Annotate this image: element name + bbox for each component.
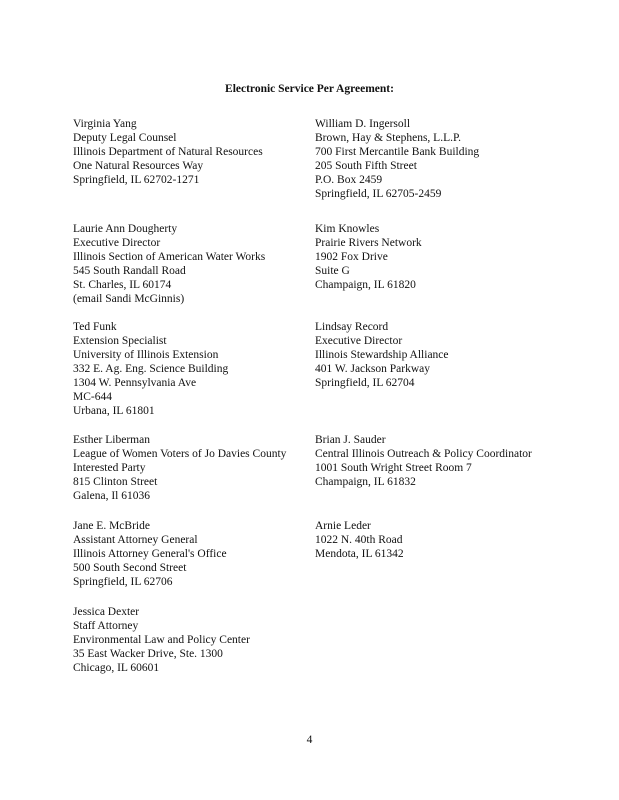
address-line: Lindsay Record	[315, 321, 389, 333]
service-heading: Electronic Service Per Agreement:	[225, 83, 394, 95]
service-entry	[315, 117, 573, 201]
service-entry	[315, 320, 573, 390]
service-entry	[73, 519, 315, 589]
service-entry	[315, 519, 573, 561]
service-entry	[315, 222, 573, 292]
address-line: Kim Knowles	[315, 223, 380, 235]
address-line: 1022 N. 40th Road	[315, 534, 403, 546]
address-line: MC-644	[73, 391, 112, 403]
service-entry	[73, 222, 315, 306]
address-line: Galena, Il 61036	[73, 490, 150, 502]
address-line: St. Charles, IL 60174	[73, 279, 172, 291]
address-line: Springfield, IL 62704	[315, 377, 415, 389]
address-line: (email Sandi McGinnis)	[73, 293, 185, 305]
address-line: 500 South Second Street	[73, 562, 187, 574]
address-line: 205 South Fifth Street	[315, 160, 417, 172]
service-list	[73, 117, 573, 685]
service-entry	[73, 117, 315, 187]
service-row	[73, 605, 573, 685]
address-line: Ted Funk	[73, 321, 117, 333]
address-line: William D. Ingersoll	[315, 118, 411, 130]
service-row	[73, 117, 573, 222]
address-line: Springfield, IL 62702-1271	[73, 174, 200, 186]
service-row	[73, 320, 573, 433]
address-line: Illinois Department of Natural Resources	[73, 146, 263, 158]
address-line: University of Illinois Extension	[73, 349, 219, 361]
address-line: Virginia Yang	[73, 118, 137, 130]
address-line: 815 Clinton Street	[73, 476, 158, 488]
address-line: Springfield, IL 62705-2459	[315, 188, 442, 200]
address-line: Prairie Rivers Network	[315, 237, 422, 249]
service-row	[73, 519, 573, 605]
address-line: Central Illinois Outreach & Policy Coordinator	[315, 448, 532, 460]
address-line: Urbana, IL 61801	[73, 405, 155, 417]
address-line: Extension Specialist	[73, 335, 167, 347]
address-line: Illinois Attorney General's Office	[73, 548, 227, 560]
address-line: Jessica Dexter	[73, 606, 140, 618]
address-line: Brian J. Sauder	[315, 434, 386, 446]
address-line: Mendota, IL 61342	[315, 548, 404, 560]
address-line: 401 W. Jackson Parkway	[315, 363, 430, 375]
page-number: 4	[306, 734, 313, 746]
address-line: Brown, Hay & Stephens, L.L.P.	[315, 132, 461, 144]
address-line: Assistant Attorney General	[73, 534, 198, 546]
address-line: Laurie Ann Dougherty	[73, 223, 178, 235]
address-line: 1902 Fox Drive	[315, 251, 388, 263]
address-line: Executive Director	[73, 237, 161, 249]
address-line: Chicago, IL 60601	[73, 662, 160, 674]
address-line: Champaign, IL 61820	[315, 279, 416, 291]
address-line: Staff Attorney	[73, 620, 139, 632]
address-line: 700 First Mercantile Bank Building	[315, 146, 480, 158]
service-row	[73, 433, 573, 519]
address-line: P.O. Box 2459	[315, 174, 383, 186]
address-line: 35 East Wacker Drive, Ste. 1300	[73, 648, 223, 660]
address-line: Springfield, IL 62706	[73, 576, 173, 588]
service-entry	[73, 320, 315, 418]
address-line: Executive Director	[315, 335, 403, 347]
address-line: Interested Party	[73, 462, 146, 474]
service-entry	[73, 433, 315, 503]
address-line: Jane E. McBride	[73, 520, 150, 532]
address-line: 332 E. Ag. Eng. Science Building	[73, 363, 229, 375]
service-row	[73, 222, 573, 320]
address-line: Environmental Law and Policy Center	[73, 634, 250, 646]
address-line: Illinois Section of American Water Works	[73, 251, 266, 263]
address-line: 1001 South Wright Street Room 7	[315, 462, 472, 474]
address-line: One Natural Resources Way	[73, 160, 204, 172]
address-line: Deputy Legal Counsel	[73, 132, 177, 144]
address-line: 1304 W. Pennsylvania Ave	[73, 377, 197, 389]
service-entry	[73, 605, 315, 675]
address-line: Suite G	[315, 265, 350, 277]
address-line: Esther Liberman	[73, 434, 150, 446]
service-entry	[315, 433, 573, 489]
address-line: League of Women Voters of Jo Davies County	[73, 448, 287, 460]
address-line: Champaign, IL 61832	[315, 476, 416, 488]
address-line: 545 South Randall Road	[73, 265, 186, 277]
address-line: Arnie Leder	[315, 520, 371, 532]
address-line: Illinois Stewardship Alliance	[315, 349, 449, 361]
